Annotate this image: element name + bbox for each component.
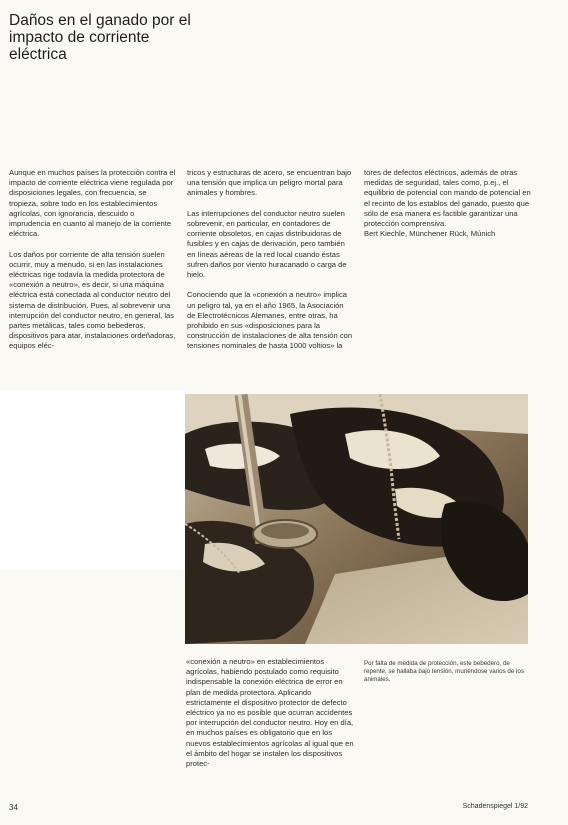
paragraph: «conexión a neutro» en establecimientos agrícolas, habiendo postulado como requisito indispensable la conexión eléctrica de error en plan de medida protectora. Aplicando estrictamente el dispositivo protector de defecto eléctrico ya no es posible que ocurran accidentes por interrupción del conductor neutro. Hoy en día, en muchos países es obligatorio que en los nuevos establecimientos agrícolas al igual que en el ámbito del hogar se instalen los dispositivos protec-	[186, 657, 354, 769]
paragraph: tricos y estructuras de acero, se encuentran bajo una tensión que implica un peligro mortal para animales y hombres.	[187, 168, 352, 198]
paragraph: Aunque en muchos países la protección contra el impacto de corriente eléctrica viene regulada por disposiciones legales, con frecuencia, se tropieza, sobre todo en los establecimientos agrícolas, con ignorancia, descuido o imprudencia en cuanto al manejo de la corriente eléctrica.	[9, 168, 176, 239]
left-blank-panel	[0, 390, 185, 570]
author-credit: Bert Kiechle, Münchener Rück, Múnich	[364, 229, 496, 239]
text-column-3	[364, 168, 534, 250]
photo-caption: Por falta de medida de protección, este bebedero, de repente, se hallaba bajo tensión, muriéndose varios de los animales.	[364, 660, 524, 683]
paragraph: Conociendo que la «conexión a neutro» implica un peligro tal, ya en el año 1965, la Asociación de Electrotécnicos Alemanes, entre otras, ha prohibido en sus «disposiciones para la construcción de instalaciones de alta tensión con tensiones nominales de hasta 1000 voltios» la	[187, 290, 353, 351]
article-title: Daños en el ganado por el impacto de corriente eléctrica	[9, 12, 191, 63]
text-column-2	[187, 168, 354, 362]
cattle-photo	[185, 394, 528, 644]
page-number: 34	[9, 803, 18, 812]
paragraph: tores de defectos eléctricos, además de otras medidas de seguridad, tales como, p.ej., el equilibrio de potencial con mando de potencial en el recinto de los establos del ganado, puesto que sólo de esa manera es factible garantizar una protección comprensiva.	[364, 168, 531, 229]
paragraph: Los daños por corriente de alta tensión suelen ocurrir, muy a menudo, si en las instalaciones eléctricas rige todavía la medida protectora de «conexión a neutro», es decir, si una máquina eléctrica está conectada al conductor neutro del sistema de distribución. Pues, al sobrevenir una interrupción del conductor neutro, en general, las partes metálicas, tales como bebederos, dispositivos para atar, instalaciones ordeñadoras, equipos eléc-	[9, 249, 176, 351]
publication-footer: Schadenspiegel 1/92	[462, 803, 528, 810]
text-column-4	[186, 657, 354, 779]
paragraph: Las interrupciones del conductor neutro suelen sobrevenir, en particular, en contadores de corriente obsoletos, en cajas distribuidoras de fusibles y en cajas de derivación, pero también en líneas aéreas de la red local cuando éstas sufren daños por viento huracanado o carga de hielo.	[187, 208, 347, 280]
text-column-1	[9, 168, 176, 362]
